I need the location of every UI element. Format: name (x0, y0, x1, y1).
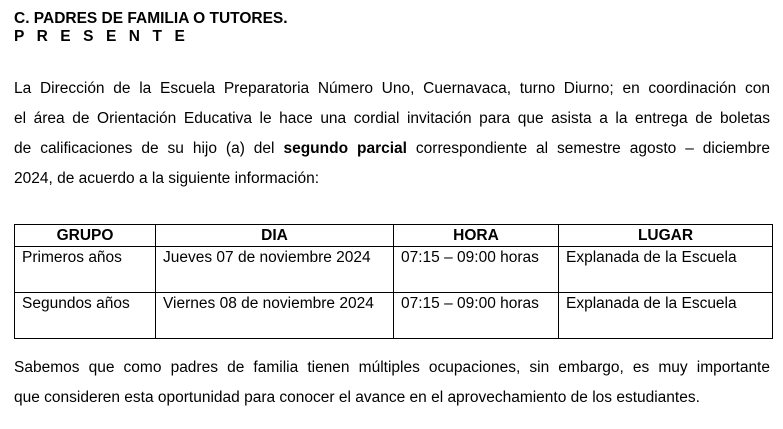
intro-line-1: La Dirección de la Escuela Preparatoria Número Uno, Cuernavaca, turno Diurno; en coordinación con (14, 80, 770, 97)
intro-line-3-start: de calificaciones de su hijo (a) del (14, 140, 275, 157)
cell-lugar: Explanada de la Escuela (559, 247, 773, 293)
intro-line-3-end: correspondiente al semestre agosto – diciembre (415, 140, 770, 157)
highlighted-term: segundo parcial (283, 140, 407, 157)
cell-lugar: Explanada de la Escuela (559, 293, 773, 339)
intro-line-2: el área de Orientación Educativa le hace una cordial invitación para que asista a la entrega de boletas (14, 110, 770, 127)
column-header-dia: DIA (156, 225, 394, 247)
cell-grupo: Segundos años (15, 293, 156, 339)
closing-line-1: Sabemos que como padres de familia tienen múltiples ocupaciones, sin embargo, es muy importante (14, 359, 770, 376)
column-header-lugar: LUGAR (559, 225, 773, 247)
presente-heading: P R E S E N T E (14, 28, 189, 45)
column-header-grupo: GRUPO (15, 225, 156, 247)
intro-line-3 (14, 134, 770, 164)
closing-line-2: que consideren esta oportunidad para conocer el avance en el aprovechamiento de los estudiantes. (14, 389, 700, 406)
column-header-hora: HORA (394, 225, 559, 247)
table-row (15, 247, 773, 293)
closing-paragraph (14, 353, 770, 413)
intro-paragraph (14, 74, 770, 194)
cell-dia: Jueves 07 de noviembre 2024 (156, 247, 394, 293)
cell-hora: 07:15 – 09:00 horas (394, 293, 559, 339)
cell-dia: Viernes 08 de noviembre 2024 (156, 293, 394, 339)
schedule-table (14, 224, 773, 339)
cell-grupo: Primeros años (15, 247, 156, 293)
table-header-row (15, 225, 773, 247)
cell-hora: 07:15 – 09:00 horas (394, 247, 559, 293)
intro-line-4: 2024, de acuerdo a la siguiente información: (14, 170, 320, 187)
addressee-heading: C. PADRES DE FAMILIA O TUTORES. (14, 10, 288, 27)
table-row (15, 293, 773, 339)
